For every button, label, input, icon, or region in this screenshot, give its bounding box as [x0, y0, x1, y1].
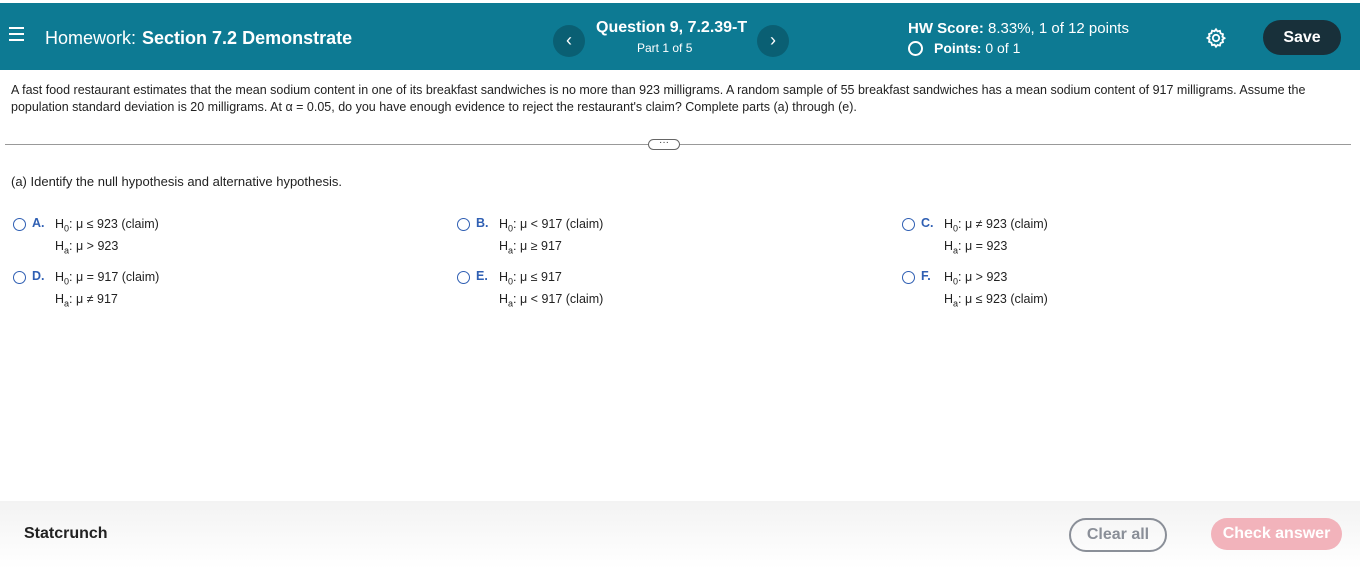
- null-hypothesis: $H_0$: μ = 917 (claim): [55, 270, 160, 287]
- option-letter: D.: [32, 269, 45, 283]
- check-answer-button[interactable]: Check answer: [1211, 518, 1342, 550]
- points: [908, 39, 1020, 56]
- alternative-hypothesis: $H_a$: μ ≤ 923 (claim): [944, 292, 1048, 309]
- top-bar: [0, 3, 1360, 70]
- radio-button[interactable]: [902, 271, 915, 284]
- radio-button[interactable]: [457, 218, 470, 231]
- expand-button[interactable]: ···: [648, 139, 680, 150]
- alternative-hypothesis: $H_a$: μ ≥ 917: [499, 239, 562, 256]
- alternative-hypothesis: $H_a$: μ ≠ 917: [55, 292, 118, 309]
- option-letter: E.: [476, 269, 488, 283]
- hamburger-menu-icon[interactable]: [9, 27, 24, 41]
- footer-bar: [0, 501, 1360, 569]
- radio-button[interactable]: [13, 271, 26, 284]
- hw-score-value: 8.33%, 1 of 12 points: [988, 20, 1129, 37]
- statcrunch-link[interactable]: Statcrunch: [24, 525, 108, 542]
- next-question-button[interactable]: ›: [757, 25, 789, 57]
- hw-score-label: HW Score:: [908, 20, 984, 37]
- option-letter: F.: [921, 269, 931, 283]
- option-letter: B.: [476, 216, 489, 230]
- homework-title: [45, 28, 352, 49]
- radio-button[interactable]: [13, 218, 26, 231]
- settings-gear-icon[interactable]: [1205, 27, 1227, 49]
- option-letter: C.: [921, 216, 934, 230]
- homework-prefix: Homework:: [45, 28, 137, 48]
- points-circle-icon: [908, 41, 923, 56]
- null-hypothesis: $H_0$: μ < 917 (claim): [499, 217, 604, 234]
- save-button[interactable]: Save: [1263, 20, 1341, 55]
- points-label: Points:: [934, 39, 982, 56]
- null-hypothesis: $H_0$: μ ≠ 923 (claim): [944, 217, 1048, 234]
- null-hypothesis: $H_0$: μ ≤ 923 (claim): [55, 217, 159, 234]
- part-a-prompt: (a) Identify the null hypothesis and alternative hypothesis.: [11, 174, 342, 189]
- homework-name: Section 7.2 Demonstrate: [142, 28, 353, 48]
- points-value: 0 of 1: [985, 39, 1021, 56]
- alternative-hypothesis: $H_a$: μ = 923: [944, 239, 1008, 256]
- radio-button[interactable]: [457, 271, 470, 284]
- null-hypothesis: $H_0$: μ > 923: [944, 270, 1008, 287]
- question-title: Question 9, 7.2.39-T: [596, 19, 748, 36]
- previous-question-button[interactable]: ‹: [553, 25, 585, 57]
- alternative-hypothesis: $H_a$: μ < 917 (claim): [499, 292, 604, 309]
- clear-all-button[interactable]: Clear all: [1069, 518, 1167, 552]
- option-letter: A.: [32, 216, 45, 230]
- alternative-hypothesis: $H_a$: μ > 923: [55, 239, 119, 256]
- question-part: Part 1 of 5: [637, 41, 693, 55]
- null-hypothesis: $H_0$: μ ≤ 917: [499, 270, 562, 287]
- hw-score: [908, 20, 1129, 37]
- radio-button[interactable]: [902, 218, 915, 231]
- question-text: A fast food restaurant estimates that the mean sodium content in one of its breakfast sandwiches is no more than 923 milligrams. A random sample of 55 breakfast sandwiches has a mean sodium content of 917 milligrams. Assume the population standard deviation is 20 milligrams. At α = 0.05, do you have enough evidence to reject the restaurant's claim? Complete parts (a) through (e).: [11, 83, 1306, 114]
